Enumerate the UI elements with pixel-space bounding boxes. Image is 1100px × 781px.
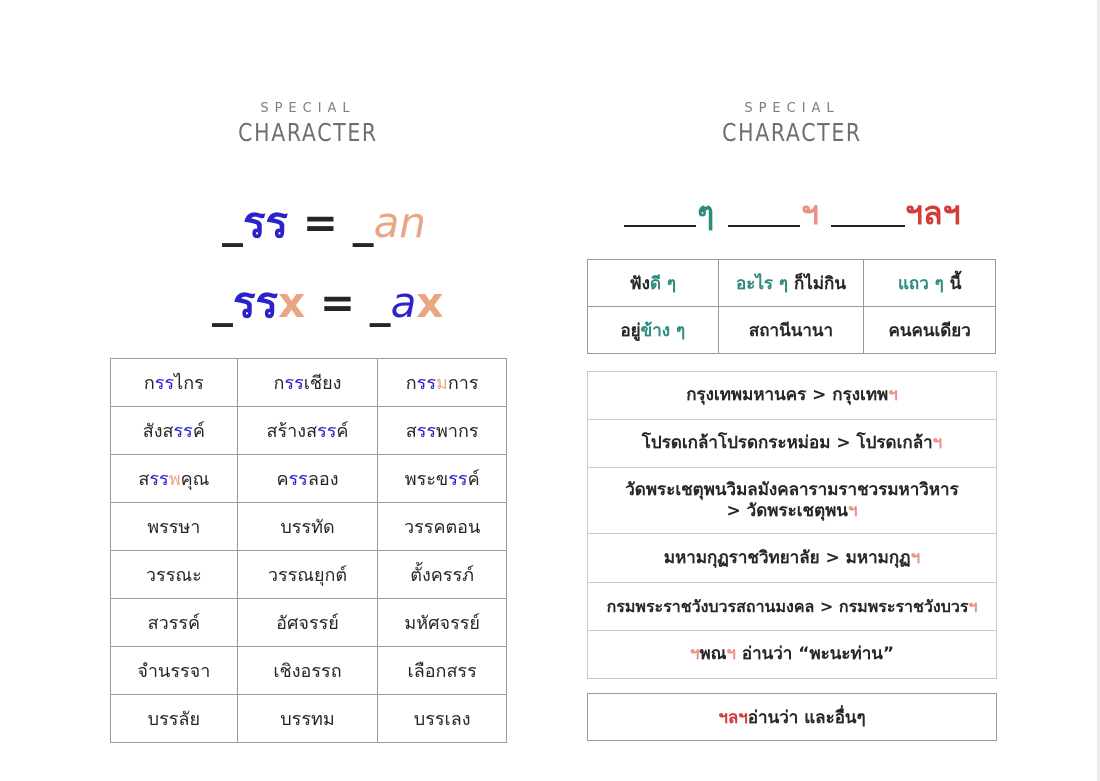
text-segment: พากร	[436, 421, 479, 442]
text-segment: อ่านว่า “พะนะท่าน”	[735, 644, 895, 664]
text-segment: ฯ	[932, 433, 943, 453]
text-segment: วรรณยุกต์	[267, 565, 348, 586]
text-segment: คุณ	[180, 469, 210, 490]
word-cell	[378, 503, 507, 551]
text-segment: แถว ๆ	[897, 273, 944, 294]
table-row	[111, 695, 507, 743]
example-cell	[718, 260, 864, 307]
table-row	[111, 551, 507, 599]
text-segment: บรรลัย	[147, 709, 200, 730]
formula1-equals: =	[288, 198, 353, 247]
text-segment: ข้าง ๆ	[640, 320, 686, 341]
text-segment: รร	[448, 469, 468, 490]
etc-box	[587, 693, 997, 741]
word-cell	[378, 359, 507, 407]
left-header	[208, 102, 408, 148]
word-cell	[111, 359, 238, 407]
table-row	[111, 599, 507, 647]
text-segment: กรุงเทพมหานคร > กรุงเทพ	[686, 385, 889, 405]
word-cell	[378, 695, 507, 743]
abbreviation-text	[664, 548, 920, 569]
abbreviation-row	[588, 631, 996, 678]
text-segment: ส	[138, 469, 150, 490]
text-segment: การ	[447, 373, 479, 394]
text-segment: สวรรค์	[147, 613, 201, 634]
text-segment: รร	[284, 373, 304, 394]
text-segment: มหามกุฏราชวิทยาลัย > มหามกุฏ	[663, 547, 911, 568]
text-segment: นี้	[943, 273, 962, 294]
text-segment: พณ	[699, 644, 727, 664]
formula1-underscore: _	[222, 198, 243, 247]
formula2-a: a	[390, 278, 417, 327]
text-segment: ฯ	[689, 644, 700, 664]
formula1-rr: รร	[243, 198, 289, 247]
right-header-title: CHARACTER	[722, 118, 862, 147]
word-cell	[237, 647, 378, 695]
table-row	[111, 359, 507, 407]
text-segment: อยู่	[620, 320, 641, 341]
abbreviation-row	[588, 534, 996, 583]
text-segment: รร	[149, 469, 169, 490]
symbol-paiyanyai: ฯลฯ	[905, 194, 961, 232]
formula2-x2: x	[416, 278, 444, 327]
word-cell	[237, 455, 378, 503]
text-segment: รร	[317, 421, 337, 442]
text-segment: คนคนเดียว	[888, 320, 971, 341]
text-segment: ฯ	[968, 597, 978, 616]
text-segment: อ่านว่า และอื่นๆ	[747, 707, 866, 728]
text-segment: ส	[405, 421, 417, 442]
abbreviation-table	[587, 371, 997, 679]
text-segment: วรรคตอน	[404, 517, 481, 538]
word-cell	[378, 455, 507, 503]
text-segment: สังส	[142, 421, 174, 442]
rr-words-table	[110, 358, 507, 743]
table-row	[111, 647, 507, 695]
text-segment: รร	[154, 373, 175, 394]
table-row	[588, 307, 996, 354]
abbreviation-row	[588, 372, 996, 420]
text-segment: จำนรรจา	[137, 661, 211, 682]
table-row	[111, 503, 507, 551]
text-segment: ฯ	[726, 644, 736, 664]
left-header-small: SPECIAL	[260, 101, 356, 116]
text-segment: สถานีนานา	[748, 320, 834, 341]
text-segment: วรรณะ	[145, 565, 202, 586]
word-cell	[111, 695, 238, 743]
abbreviation-text	[642, 433, 942, 454]
word-cell	[237, 407, 378, 455]
text-segment: พระข	[404, 469, 449, 490]
text-segment: ฯ	[888, 385, 898, 405]
text-segment: ฯ	[910, 547, 921, 568]
formula1-an: an	[373, 198, 426, 247]
word-cell	[111, 455, 238, 503]
text-segment: ฯลฯ	[718, 707, 748, 728]
word-cell	[237, 695, 378, 743]
symbol-paiyannoi: ฯ	[801, 194, 819, 232]
text-segment: ก	[273, 373, 285, 394]
text-segment: รร	[416, 373, 436, 394]
symbols-row	[624, 188, 964, 232]
word-cell	[111, 647, 238, 695]
table-row	[111, 407, 507, 455]
text-segment: สร้างส	[266, 421, 318, 442]
example-cell	[718, 307, 864, 354]
example-cell	[864, 307, 996, 354]
formula2-x: x	[278, 278, 306, 327]
word-cell	[378, 551, 507, 599]
text-segment: ก	[405, 373, 417, 394]
text-segment: อัศจรรย์	[276, 613, 339, 634]
text-segment: อะไร ๆ	[735, 273, 789, 294]
text-segment: รร	[416, 421, 437, 442]
text-segment: ไกร	[174, 373, 204, 394]
text-segment: ก็ไม่กิน	[788, 273, 846, 294]
text-segment: ค์	[192, 421, 205, 442]
table-row	[588, 260, 996, 307]
formula2-underscore2: _	[369, 278, 391, 327]
word-cell	[111, 503, 238, 551]
text-segment: > วัดพระเชตุพน	[726, 500, 848, 521]
formula2-rr: รร	[233, 278, 279, 327]
abbreviation-text	[686, 385, 898, 406]
text-segment: รร	[173, 421, 193, 442]
text-segment: เชิงอรรถ	[273, 661, 342, 682]
text-segment: ฯ	[847, 500, 858, 521]
example-cell	[588, 307, 719, 354]
word-cell	[111, 407, 238, 455]
text-segment: มหัศจรรย์	[404, 613, 480, 634]
text-segment: ม	[436, 373, 448, 394]
text-segment: พ	[168, 469, 181, 490]
text-segment: โปรดเกล้าโปรดกระหม่อม > โปรดเกล้า	[641, 433, 933, 453]
word-cell	[111, 599, 238, 647]
word-cell	[378, 599, 507, 647]
word-cell	[237, 551, 378, 599]
text-segment: ฟัง	[629, 273, 650, 294]
text-segment: ค	[276, 469, 289, 490]
formula-rrx-ax	[212, 270, 444, 336]
formula2-underscore: _	[212, 278, 233, 327]
symbol-mai-yamok: ๆ	[697, 194, 715, 232]
word-cell	[237, 599, 378, 647]
abbreviation-text	[607, 596, 978, 617]
table-row	[111, 455, 507, 503]
blank-line-3	[831, 225, 905, 227]
blank-line-2	[728, 225, 800, 227]
text-segment: เชียง	[303, 373, 342, 394]
left-header-title: CHARACTER	[238, 118, 378, 147]
blank-line-1	[624, 225, 696, 227]
formula2-equals: =	[305, 278, 370, 327]
text-segment: วัดพระเชตุพนวิมลมังคลารามราชวรมหาวิหาร	[625, 479, 959, 500]
abbreviation-text	[625, 480, 958, 522]
word-cell	[237, 359, 378, 407]
formula1-underscore2: _	[352, 198, 374, 247]
abbreviation-row	[588, 420, 996, 468]
example-cell	[864, 260, 996, 307]
text-segment: ค์	[467, 469, 480, 490]
text-segment: ลอง	[307, 469, 339, 490]
word-cell	[237, 503, 378, 551]
text-segment: พรรษา	[147, 517, 201, 538]
example-cell	[588, 260, 719, 307]
text-segment: บรรทัด	[280, 517, 335, 538]
word-cell	[378, 407, 507, 455]
right-header	[692, 102, 892, 148]
abbreviation-row	[588, 468, 996, 534]
right-header-small: SPECIAL	[744, 101, 840, 116]
word-cell	[378, 647, 507, 695]
abbreviation-text	[690, 644, 894, 665]
text-segment: ตั้งครรภ์	[410, 565, 475, 586]
word-cell	[111, 551, 238, 599]
text-segment: เลือกสรร	[407, 661, 477, 682]
text-segment: รร	[288, 469, 308, 490]
text-segment: ดี ๆ	[649, 273, 677, 294]
text-segment: บรรเลง	[413, 709, 471, 730]
text-segment: กรมพระราชวังบวรสถานมงคล > กรมพระราชวังบวร	[606, 597, 969, 616]
text-segment: ค์	[336, 421, 349, 442]
mai-yamok-table	[587, 259, 996, 354]
text-segment: ก	[143, 373, 155, 394]
abbreviation-row	[588, 583, 996, 631]
text-segment: บรรทม	[280, 709, 335, 730]
formula-rr-an	[222, 190, 426, 256]
